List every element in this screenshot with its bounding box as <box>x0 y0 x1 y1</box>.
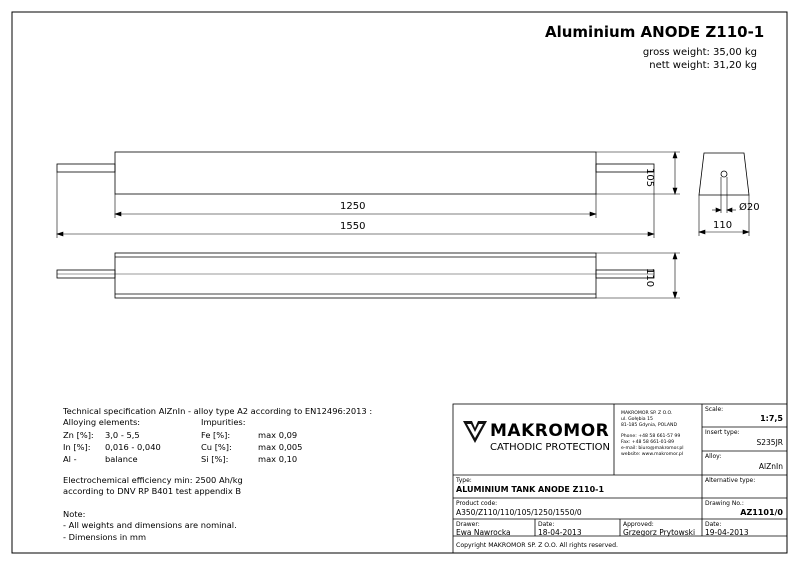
note-title: Note: <box>63 509 86 519</box>
impurity-value: max 0,10 <box>258 454 298 464</box>
gross-weight: gross weight: 35,00 kg <box>642 47 757 58</box>
anode-front-view <box>57 152 654 194</box>
impurities-label: Impurities: <box>201 417 246 427</box>
dim-height-front <box>596 152 680 194</box>
dim-label-body-length: 1250 <box>340 201 366 212</box>
date-drawn-value: 18-04-2013 <box>538 528 582 537</box>
type-value: ALUMINIUM TANK ANODE Z110-1 <box>456 485 605 494</box>
drawing-no-value: AZ1101/0 <box>740 508 783 517</box>
type-label: Type: <box>456 477 472 484</box>
dim-label-height-front: 105 <box>644 168 655 188</box>
note-item: - Dimensions in mm <box>63 532 147 542</box>
drawing-no-label: Drawing No.: <box>705 500 744 507</box>
approved-value: Grzegorz Prytowski <box>623 528 696 537</box>
anode-plan-view <box>57 253 654 298</box>
alloy-name: Zn [%]: <box>63 430 94 440</box>
date-approved-label: Date: <box>705 521 722 528</box>
efficiency-line-1: Electrochemical efficiency min: 2500 Ah/kg <box>63 475 243 485</box>
alloy-label: Alloy: <box>705 453 722 460</box>
brand-name: MAKROMOR <box>490 421 610 441</box>
sheet-border <box>12 12 787 553</box>
insert-type-value: S235JR <box>756 438 783 447</box>
alloy-value: AlZnIn <box>758 462 783 471</box>
note-item: - All weights and dimensions are nominal. <box>63 520 237 530</box>
impurity-name: Si [%]: <box>201 454 229 464</box>
impurity-name: Cu [%]: <box>201 442 232 452</box>
makromor-logo-icon <box>463 421 487 443</box>
dim-label-total-length: 1550 <box>340 221 366 232</box>
drawing-title: Aluminium ANODE Z110-1 <box>545 23 765 41</box>
company-address: MAKROMOR SP. Z O.O. ul. Gołębia 15 81-185 Gdynia, POLAND Phone: +48 58 661-57 99 Fax: +48 58 661-01-89 e-mail: biuro@makromor.pl website: www.makromor.pl <box>621 411 684 457</box>
dim-label-insert-diameter: Ø20 <box>739 202 760 213</box>
product-code-label: Product code: <box>456 500 498 507</box>
date-drawn-label: Date: <box>538 521 555 528</box>
alternative-type-label: Alternative type: <box>705 477 756 484</box>
product-code-value: A350/Z110/110/105/1250/1550/0 <box>456 508 582 517</box>
scale-label: Scale: <box>705 406 724 413</box>
scale-value: 1:7,5 <box>760 414 783 423</box>
impurity-value: max 0,09 <box>258 430 298 440</box>
impurity-name: Fe [%]: <box>201 430 231 440</box>
spec-heading: Technical specification AlZnIn - alloy type A2 according to EN12496:2013 : <box>63 406 373 416</box>
date-approved-value: 19-04-2013 <box>705 528 749 537</box>
drawer-value: Ewa Nawrocka <box>456 528 511 537</box>
brand-subtitle: CATHODIC PROTECTION <box>490 442 611 453</box>
insert-type-label: Insert type: <box>705 429 740 436</box>
alloy-value: 3,0 - 5,5 <box>105 430 140 440</box>
efficiency-line-2: according to DNV RP B401 test appendix B <box>63 486 242 496</box>
nett-weight: nett weight: 31,20 kg <box>649 60 757 71</box>
anode-section-view <box>699 153 749 195</box>
dim-label-section-width: 110 <box>713 220 733 231</box>
approved-label: Approved: <box>623 521 654 528</box>
dim-height-plan <box>596 253 680 298</box>
copyright-notice: Copyright MAKROMOR SP. Z O.O. All rights reserved. <box>456 542 618 549</box>
impurity-value: max 0,005 <box>258 442 303 452</box>
alloy-value: 0,016 - 0,040 <box>105 442 161 452</box>
alloy-name: Al - <box>63 454 77 464</box>
alloy-name: In [%]: <box>63 442 91 452</box>
dim-label-height-plan: 110 <box>644 268 655 288</box>
drawer-label: Drawer: <box>456 521 480 528</box>
alloying-label: Alloying elements: <box>63 417 141 427</box>
alloy-value: balance <box>105 454 138 464</box>
